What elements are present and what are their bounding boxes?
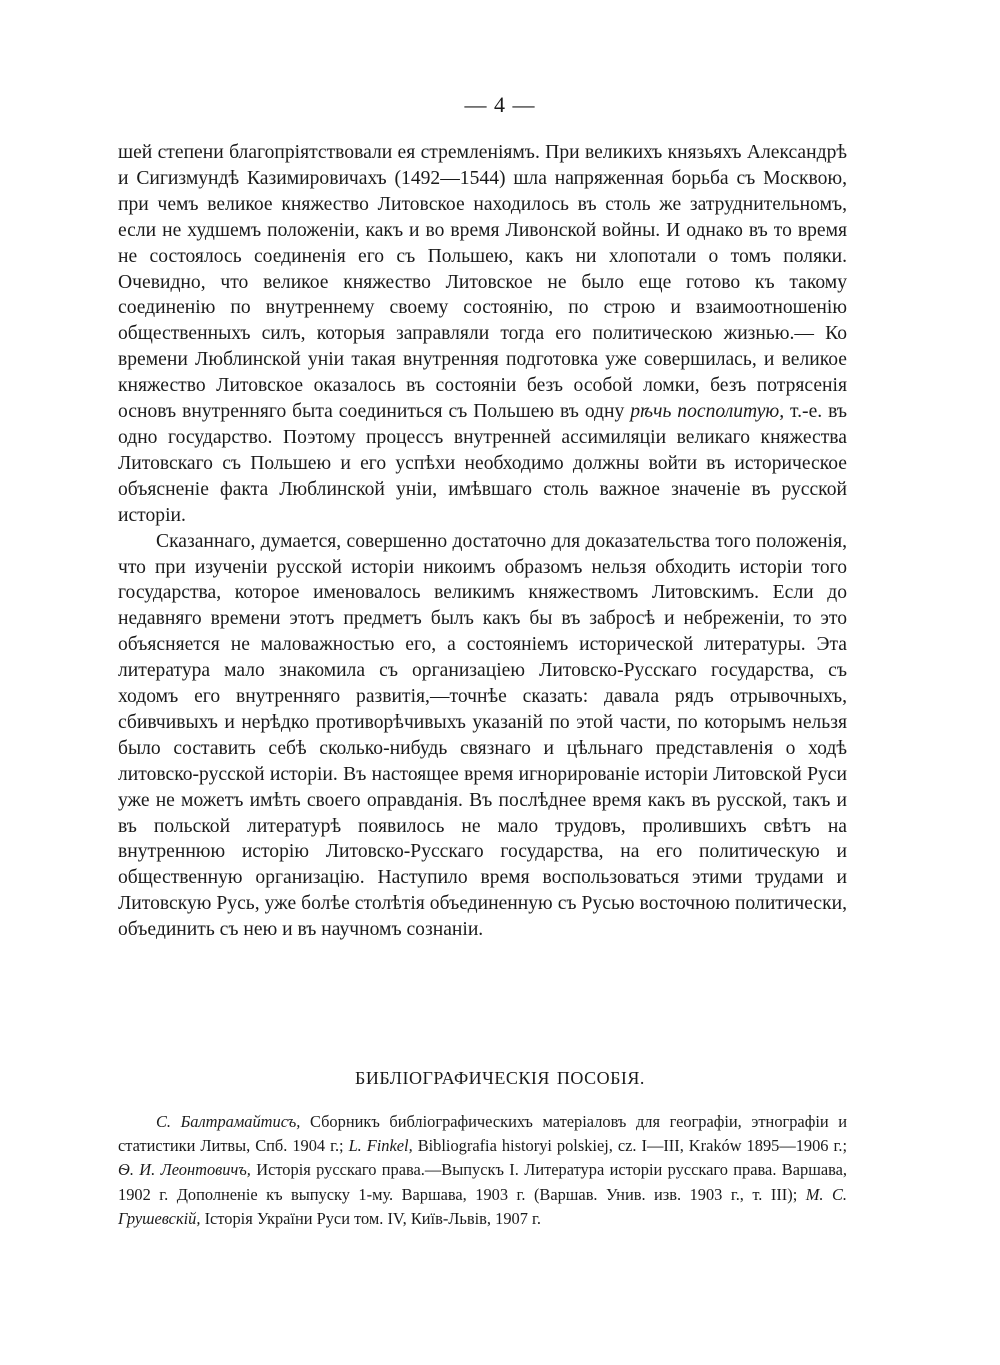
bib-author-2: L. Finkel,: [348, 1136, 413, 1156]
bib-text-3: Исторія русскаго права.—Выпускъ I. Литература исторіи русскаго права. Варшава, 1902 г. Дополненіе къ выпуску 1-му. Варшава, 1903 г. (Варшав. Унив. изв. 1903 г., т. III);: [118, 1160, 847, 1204]
section-heading: БИБЛІОГРАФИЧЕСКІЯ ПОСОБІЯ.: [355, 1068, 645, 1088]
bib-text-4: Історія України Руси том. IV, Київ-Львів, 1907 г.: [200, 1208, 541, 1228]
bib-author-3: Ѳ. И. Леонтовичъ,: [118, 1160, 251, 1180]
paragraph-1-italic-phrase: рѣчь посполитую,: [630, 401, 785, 423]
paragraph-1: [118, 140, 847, 529]
bib-author-1: С. Балтрамайтисъ,: [156, 1112, 301, 1131]
main-text: [118, 140, 847, 943]
bib-text-2: Bibliografia historyi polskiej, cz. I—III, Kraków 1895—1906 г.;: [412, 1136, 847, 1156]
paragraph-2: Сказаннаго, думается, совершенно достаточно для доказательства того положенія, что при изученіи русской исторіи никоимъ образомъ нельзя обходить исторіи того государства, которое именовалось великимъ княжествомъ Литовскимъ. Если до недавняго времени этотъ предметъ былъ какъ бы въ забросѣ и небреженіи, то это объясняется не маловажностью его, а состояніемъ исторической литературы. Эта литература мало знакомила съ организаціею Литовско-Русскаго государства, съ ходомъ его внутренняго развитія,—точнѣе сказать: давала рядъ отрывочныхъ, сбивчивыхъ и нерѣдко противорѣчивыхъ указаній по этой части, по которымъ нельзя было составить себѣ сколько-нибудь связнаго и цѣльнаго представленія о ходѣ литовско-русской исторіи. Въ настоящее время игнорированіе исторіи Литовской Руси уже не можетъ имѣть своего оправданія. Въ послѣднее время какъ въ русской, такъ и въ польской литературѣ появилось не мало трудовъ, пролившихъ свѣтъ на внутреннюю исторію Литовско-Русскаго государства, на его политическую и общественную организацію. Наступило время воспользоваться этими трудами и Литовскую Русь, уже болѣе столѣтія объединенную съ Русью восточною политически, объединить съ нею и въ научномъ сознаніи.: [118, 530, 847, 941]
bibliography-entries: [118, 1110, 847, 1231]
bib-text-1: Сборникъ библіографическихъ матеріаловъ для географіи, этнографіи и статистики Литвы, Спб. 1904 г.;: [118, 1112, 847, 1156]
page-number: — 4 —: [464, 92, 536, 117]
paragraph-1-part-2: т.-е. въ одно государство. Поэтому процессъ внутренней ассимиляціи великаго княжества Литовскаго съ Польшею и его успѣхи необходимо должны войти въ историческое объясненіе факта Люблинской уніи, имѣвшаго столь важное значеніе въ русской исторіи.: [118, 401, 847, 526]
bib-author-4: М. С. Грушевскій,: [118, 1184, 847, 1228]
bibliography: [118, 1110, 847, 1231]
paragraph-1-part-1: шей степени благопріятствовали ея стремленіямъ. При великихъ князьяхъ Александрѣ и Сигизмундѣ Казимировичахъ (1492—1544) шла напряженная борьба съ Москвою, при чемъ великое княжество Литовское находилось въ столь же затруднительномъ, если не худшемъ положеніи, какъ и во время Ливонской войны. И однако въ то время не состоялось соединенія его съ Польшею, какъ ни хлопотали о томъ поляки. Очевидно, что великое княжество Литовское не было еще готово къ такому соединенію по внутреннему своему состоянію, по строю и взаимоотношенію общественныхъ силъ, которыя заправляли тогда его политическою жизнью.— Ко времени Люблинской уніи такая внутренняя подготовка уже совершилась, и великое княжество Литовское оказалось въ состояніи безъ особой ломки, безъ потрясенія основъ внутренняго быта соединиться съ Польшею въ одну: [118, 142, 847, 423]
